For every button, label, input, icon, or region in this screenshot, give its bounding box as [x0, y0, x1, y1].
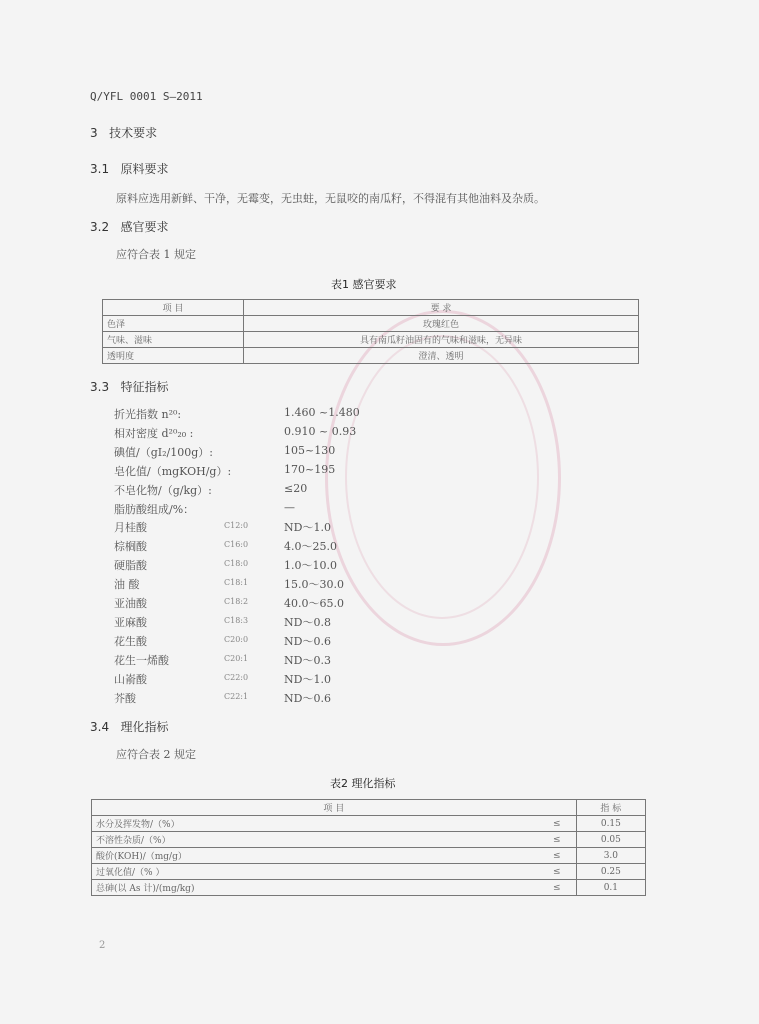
section-number: 3.1: [90, 162, 110, 176]
table1-caption: 表1 感官要求: [331, 278, 397, 291]
table-cell: 0.05: [576, 832, 645, 848]
header-cell: 指 标: [576, 800, 645, 816]
section-3-3-heading: [90, 378, 169, 395]
fatty-acid-code: C22:1: [224, 692, 249, 701]
table-cell: 3.0: [576, 848, 645, 864]
feature-label: 花生一烯酸: [114, 654, 169, 667]
feature-value: ND～1.0: [284, 673, 331, 686]
table-cell: 水分及挥发物/（%）: [92, 816, 538, 832]
section-number: 3: [90, 126, 98, 140]
table-cell: 透明度: [103, 348, 244, 364]
section-number: 3.4: [90, 720, 110, 734]
feature-value: —: [284, 501, 295, 514]
sensory-table: [102, 299, 639, 364]
feature-label: 棕榈酸: [114, 540, 147, 553]
feature-value: ND～1.0: [284, 521, 331, 534]
feature-value: 0.910 ~ 0.93: [284, 425, 357, 438]
feature-label: 相对密度 d²⁰₂₀ :: [114, 427, 194, 440]
section-number: 3.2: [90, 220, 110, 234]
feature-label: 山嵛酸: [114, 673, 147, 686]
table-cell: 总砷(以 As 计)/(mg/kg): [92, 880, 538, 896]
table-row: [92, 832, 646, 848]
fatty-acid-code: C18:1: [224, 578, 249, 587]
table2-caption: 表2 理化指标: [330, 777, 396, 790]
feature-value: ≤20: [284, 482, 308, 495]
feature-label: 碘值/（gI₂/100g）:: [114, 446, 213, 459]
feature-value: 105~130: [284, 444, 336, 457]
feature-label: 不皂化物/（g/kg）:: [114, 484, 212, 497]
table-cell: ≤: [538, 816, 577, 832]
table-cell: 澄清、透明: [244, 348, 639, 364]
feature-value: ND～0.3: [284, 654, 331, 667]
table-cell: ≤: [538, 864, 577, 880]
feature-label: 皂化值/（mgKOH/g）:: [114, 465, 232, 478]
header-cell: 要 求: [244, 300, 639, 316]
table-cell: 不溶性杂质/（%）: [92, 832, 538, 848]
feature-label: 芥酸: [114, 692, 136, 705]
feature-label: 亚麻酸: [114, 616, 147, 629]
fatty-acid-code: C20:1: [224, 654, 249, 663]
feature-label: 折光指数 n²⁰:: [114, 408, 182, 421]
header-cell: 项 目: [92, 800, 577, 816]
section-title: 感官要求: [120, 220, 169, 234]
standard-code: Q/YFL 0001 S—2011: [90, 90, 203, 103]
table-cell: 0.1: [576, 880, 645, 896]
section-3-heading: [90, 124, 157, 141]
table-cell: 酸价(KOH)/（mg/g）: [92, 848, 538, 864]
table-cell: ≤: [538, 880, 577, 896]
seal-stamp-inner: [345, 335, 539, 619]
feature-value: 40.0～65.0: [284, 597, 344, 610]
sensory-reference: 应符合表 1 规定: [116, 248, 196, 261]
table-cell: 0.25: [576, 864, 645, 880]
feature-value: ND～0.8: [284, 616, 331, 629]
table-row: [92, 816, 646, 832]
feature-label: 硬脂酸: [114, 559, 147, 572]
feature-label: 脂肪酸组成/%：: [114, 503, 195, 516]
fatty-acid-code: C20:0: [224, 635, 249, 644]
table-cell: 具有南瓜籽油固有的气味和滋味，无异味: [244, 332, 639, 348]
fatty-acid-code: C22:0: [224, 673, 249, 682]
table-row: [103, 348, 639, 364]
physchem-reference: 应符合表 2 规定: [116, 748, 196, 761]
table-cell: ≤: [538, 848, 577, 864]
fatty-acid-code: C18:2: [224, 597, 249, 606]
table-row: [103, 332, 639, 348]
feature-value: 4.0～25.0: [284, 540, 337, 553]
feature-value: 1.460 ~1.480: [284, 406, 360, 419]
section-title: 技术要求: [109, 126, 158, 140]
feature-value: 170~195: [284, 463, 336, 476]
feature-value: ND～0.6: [284, 635, 331, 648]
feature-value: 1.0～10.0: [284, 559, 337, 572]
table-header-row: [92, 800, 646, 816]
table-row: [92, 864, 646, 880]
table-cell: ≤: [538, 832, 577, 848]
section-title: 理化指标: [120, 720, 169, 734]
table-row: [92, 848, 646, 864]
page-number: 2: [99, 940, 106, 951]
section-3-2-heading: [90, 218, 169, 235]
fatty-acid-code: C12:0: [224, 521, 249, 530]
fatty-acid-code: C16:0: [224, 540, 249, 549]
header-cell: 项 目: [103, 300, 244, 316]
fatty-acid-code: C18:3: [224, 616, 249, 625]
raw-material-text: 原料应选用新鲜、干净，无霉变，无虫蛀，无鼠咬的南瓜籽，不得混有其他油料及杂质。: [116, 192, 545, 205]
table-row: [103, 316, 639, 332]
table-header-row: [103, 300, 639, 316]
table-cell: 过氧化值/（% ）: [92, 864, 538, 880]
table-cell: 玫瑰红色: [244, 316, 639, 332]
table-row: [92, 880, 646, 896]
table-cell: 色泽: [103, 316, 244, 332]
section-3-1-heading: [90, 160, 169, 177]
feature-value: ND～0.6: [284, 692, 331, 705]
feature-label: 亚油酸: [114, 597, 147, 610]
feature-value: 15.0～30.0: [284, 578, 344, 591]
table-cell: 0.15: [576, 816, 645, 832]
physchem-table: [91, 799, 646, 896]
feature-label: 花生酸: [114, 635, 147, 648]
table-cell: 气味、滋味: [103, 332, 244, 348]
section-title: 原料要求: [120, 162, 169, 176]
section-number: 3.3: [90, 380, 110, 394]
section-title: 特征指标: [120, 380, 169, 394]
feature-label: 月桂酸: [114, 521, 147, 534]
fatty-acid-code: C18:0: [224, 559, 249, 568]
feature-label: 油 酸: [114, 578, 140, 591]
section-3-4-heading: [90, 718, 169, 735]
